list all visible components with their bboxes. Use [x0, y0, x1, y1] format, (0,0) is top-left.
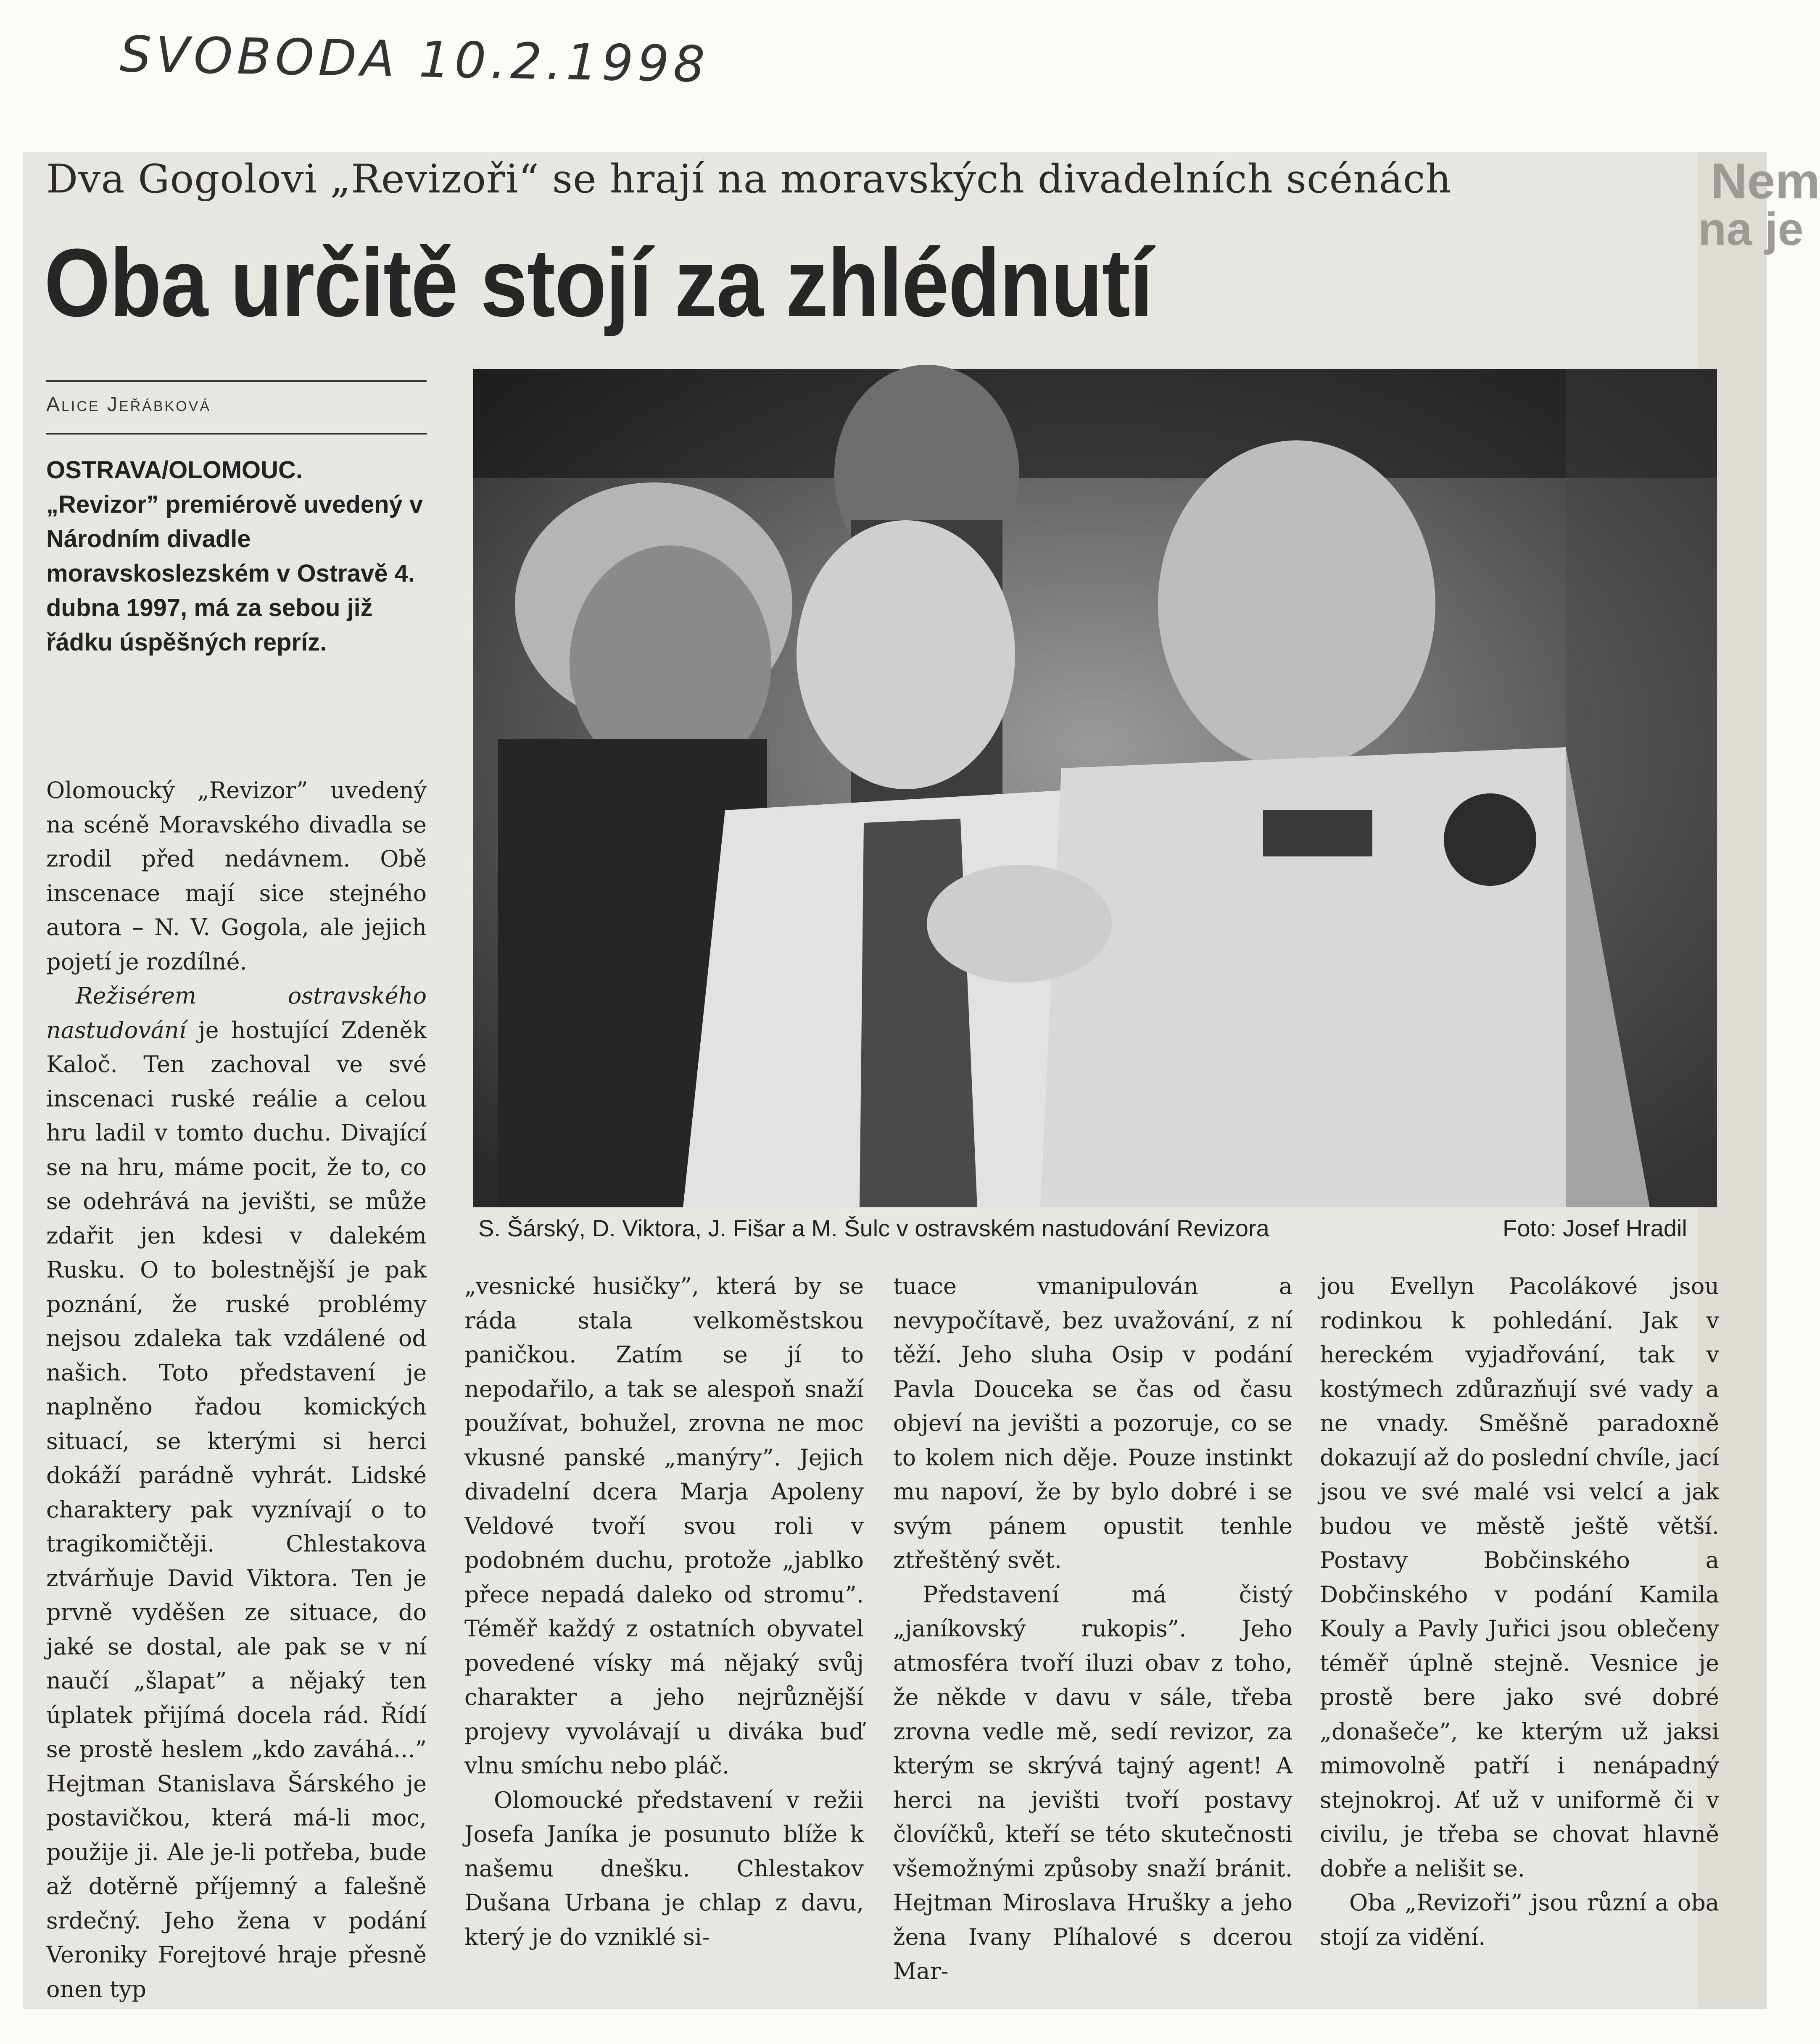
col3-paragraph-2: Představení má čistý „janíkovský rukopis”. Jeho atmosféra tvoří iluzi obav z toho, že někde v davu v sále, třeba zrovna vedle mě, sedí revizor, za kterým se skrývá tajný agent! A herci na jevišti tvoří postavy človíčků, kteří se této skutečnosti všemožnými způsoby snaží bránit. Hejtman Miroslava Hrušky a jeho žena Ivany Plíhalové s dcerou Mar- [893, 1581, 1292, 1984]
stage-photo [473, 369, 1717, 1207]
photo-caption: S. Šárský, D. Viktora, J. Fišar a M. Šulc v ostravském nastudování Revizora [478, 1215, 1269, 1241]
article-column-2 [464, 1269, 864, 1954]
adjacent-headline-fragment-1: Nem [1711, 153, 1820, 209]
article-column-1 [46, 773, 427, 2006]
byline-rule-top [46, 380, 427, 382]
article-subtitle: Dva Gogolovi „Revizoři“ se hrají na moravských divadelních scénách [46, 156, 1452, 202]
lead-text: „Revizor” premiérově uvedený v Národním divadle moravskoslezském v Ostravě 4. dubna 1997, má za sebou již řádku úspěšných repríz. [46, 491, 423, 656]
photo-credit: Foto: Josef Hradil [1503, 1215, 1687, 1241]
col3-paragraph-1: tuace vmanipulován a nevypočítavě, bez uvažování, z ní těží. Jeho sluha Osip v podání Pavla Douceka se čas od času objeví na jevišti a pozoruje, co se to kolem nich děje. Pouze instinkt mu napoví, že by bylo dobré i se svým pánem opustit tenhle ztřeštěný svět. [893, 1273, 1292, 1573]
col1-paragraph-2 [46, 979, 427, 2006]
byline-rule-bottom [46, 433, 427, 435]
lead-paragraph [46, 453, 427, 660]
byline: Alice Jeřábková [46, 393, 211, 416]
photo-image [473, 369, 1717, 1207]
col2-paragraph-2: Olomoucké představení v režii Josefa Janíka je posunuto blíže k našemu dnešku. Chlestakov Dušana Urbana je chlap z davu, který je do vzniklé si- [464, 1786, 864, 1950]
dateline: OSTRAVA/OLOMOUC. [46, 456, 303, 484]
article-headline: Oba určitě stojí za zhlédnutí [44, 229, 1153, 337]
article-column-4 [1320, 1269, 1719, 1954]
col1-italic-lead: Režisérem ostravského nastudování [46, 982, 427, 1043]
col2-paragraph-1: „vesnické husičky”, která by se ráda stala velkoměstskou paničkou. Zatím se jí to nepodařilo, a tak se alespoň snaží používat, bohužel, zrovna ne moc vkusné panské „manýry”. Jejich divadelní dcera Marja Apoleny Veldové tvoří svou roli v podobném duchu, protože „jablko přece nepadá daleko od stromu”. Téměř každý z ostatních obyvatel povedené vísky má nějaký svůj charakter a jeho nejrůznější projevy vyvolávají u diváka buď vlnu smíchu nebo pláč. [464, 1273, 864, 1779]
col4-paragraph-2: Oba „Revizoři” jsou různí a oba stojí za vidění. [1320, 1889, 1719, 1950]
col4-paragraph-1: jou Evellyn Pacolákové jsou rodinkou k pohledání. Jak v hereckém vyjadřování, tak v kostýmech zdůrazňují své vady a ne vnady. Směšně paradoxně dokazují až do poslední chvíle, jací jsou ve své malé vsi velcí a jak budou ve městě ještě větší. Postavy Bobčinského a Dobčinského v podání Kamila Kouly a Pavly Juřici jsou oblečeny téměř úplně stejně. Vesnice je prostě bere jako své dobré „donašeče”, ke kterým už jaksi mimovolně patří i nenápadný stejnokroj. Ať už v uniformě či v civilu, je třeba se chovat hlavně dobře a nelišit se. [1320, 1273, 1719, 1882]
col1-paragraph-2-text: je hostující Zdeněk Kaloč. Ten zachoval ve své inscenaci ruské reálie a celou hru ladil v tomto duchu. Divající se na hru, máme pocit, že to, co se odehrává na jevišti, se může zdařit jen kdesi v dalekém Rusku. O to bolestnější je pak poznání, že ruské problémy nejsou zdaleka tak vzdálené od našich. Toto představení je naplněno řadou komických situací, se kterými si herci dokáží parádně vyhrát. Lidské charaktery pak vyznívají o to tragikomičtěji. Chlestakova ztvárňuje David Viktora. Ten je prvně vyděšen ze situace, do jaké se dostal, ale pak se v ní naučí „šlapat” a nějaký ten úplatek přijímá docela rád. Řídí se prostě heslem „kdo zaváhá...” Hejtman Stanislava Šárského je postavičkou, která má-li moc, použije ji. Ale je-li potřeba, bude až dotěrně příjemný a falešně srdečný. Jeho žena v podání Veroniky Forejtové hraje přesně onen typ [46, 1017, 427, 2002]
handwritten-note: SVOBODA 10.2.1998 [119, 25, 710, 94]
col1-paragraph-1: Olomoucký „Revizor” uvedený na scéně Moravského divadla se zrodil před nedávnem. Obě inscenace mají sice stejného autora – N. V. Gogola, ale jejich pojetí je rozdílné. [46, 777, 427, 975]
adjacent-headline-fragment-2: na je [1698, 203, 1804, 255]
article-column-3 [893, 1269, 1292, 1989]
